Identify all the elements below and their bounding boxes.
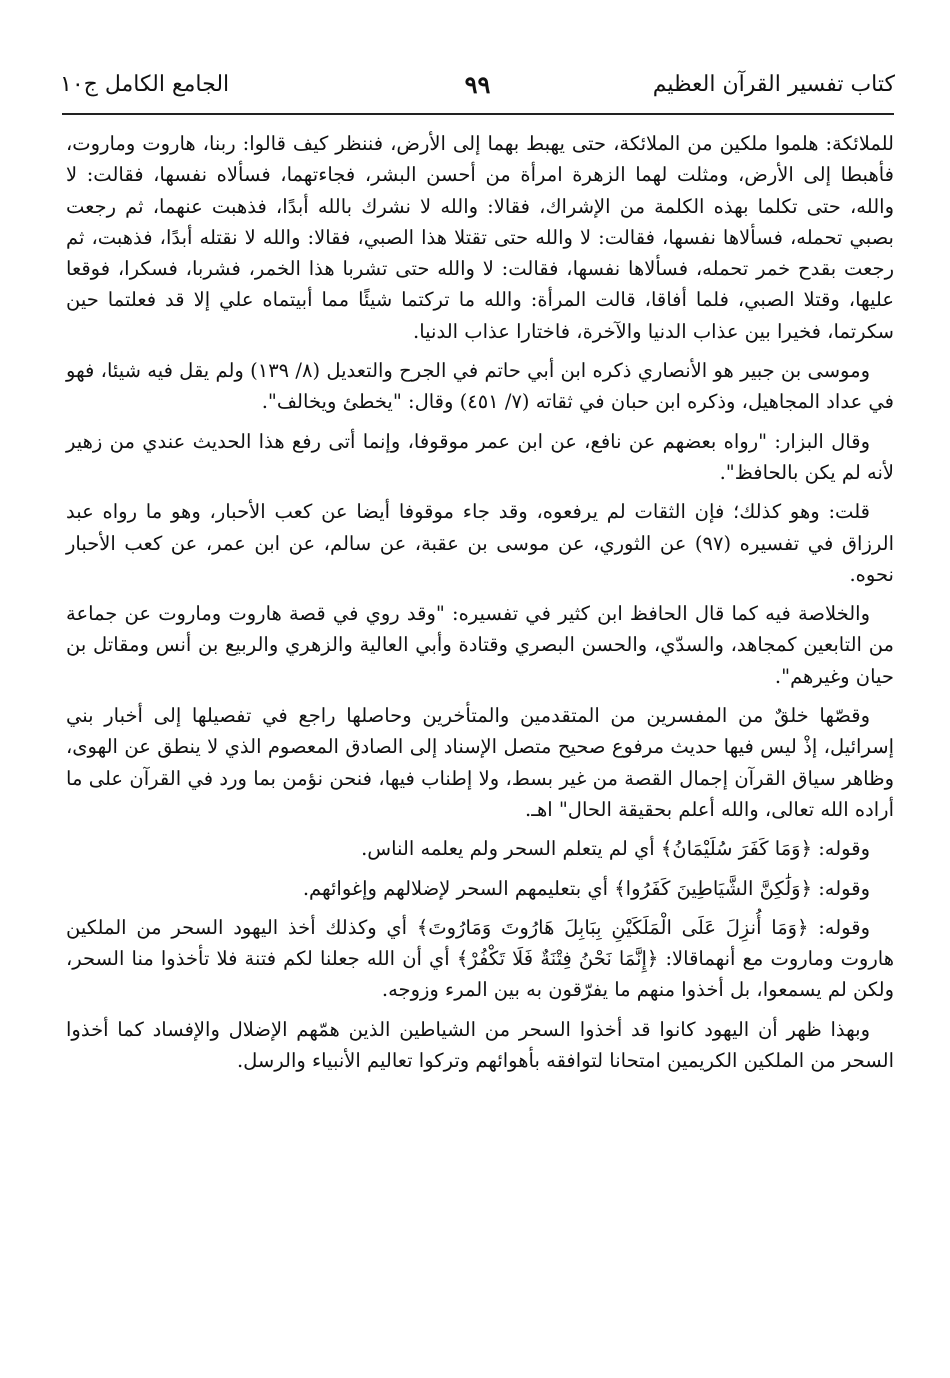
paragraph: وقوله: ﴿وَمَا أُنزِلَ عَلَى الْمَلَكَيْنِ بِبَابِلَ هَارُوتَ وَمَارُوتَ﴾ أي وكذلك أخذ اليهود السحر من الملكين هاروت وماروت مع أنهماقالا: ﴿إِنَّمَا نَحْنُ فِتْنَةٌ فَلَا تَكْفُرْ﴾ أي أن الله جعلنا لكم فتنة فلا تأخذوا منا السحر، ولكن لم يسمعوا، بل أخذوا منهم ما يفرّقون به بين المرء وزوجه. — [66, 915, 894, 1002]
page-header — [60, 64, 895, 110]
page-body — [66, 128, 894, 1084]
page-number: ٩٩ — [464, 70, 491, 99]
book-title: كتاب تفسير القرآن العظيم — [652, 72, 895, 97]
paragraph: وموسى بن جبير هو الأنصاري ذكره ابن أبي حاتم في الجرح والتعديل (٨/ ١٣٩) ولم يقل فيه شيئا، فهو في عداد المجاهيل، وذكره ابن حبان في ثقاته (٧/ ٤٥١) وقال: "يخطئ ويخالف". — [66, 359, 894, 414]
paragraph: وقوله: ﴿وَمَا كَفَرَ سُلَيْمَانُ﴾ أي لم يتعلم السحر ولم يعلمه الناس. — [361, 837, 870, 861]
header-divider — [62, 113, 894, 115]
paragraph: وقال البزار: "رواه بعضهم عن نافع، عن ابن عمر موقوفا، وإنما أتى رفع هذا الحديث عندي من زهير لأنه لم يكن بالحافظ". — [66, 429, 894, 484]
paragraph: والخلاصة فيه كما قال الحافظ ابن كثير في تفسيره: "وقد روي في قصة هاروت وماروت عن جماعة من التابعين كمجاهد، والسدّي، والحسن البصري وقتادة وأبي العالية والزهري والربيع بن أنس ومقاتل بن حيان وغيرهم". — [66, 602, 894, 688]
paragraph: وبهذا ظهر أن اليهود كانوا قد أخذوا السحر من الشياطين الذين همّهم الإضلال والإفساد كما أخذوا السحر من الملكين الكريمين امتحانا لتوافقه بأهوائهم وتركوا تعاليم الأنبياء والرسل. — [66, 1017, 894, 1073]
paragraph: قلت: وهو كذلك؛ فإن الثقات لم يرفعوه، وقد جاء موقوفا أيضا عن كعب الأحبار، وهو ما رواه عبد الرزاق في تفسيره (٩٧) عن الثوري، عن موسى بن عقبة، عن سالم، عن ابن عمر، عن كعب الأحبار نحوه. — [66, 500, 894, 586]
paragraph: للملائكة: هلموا ملكين من الملائكة، حتى يهبط بهما إلى الأرض، فننظر كيف قالوا: ربنا، هاروت وماروت، فأهبطا إلى الأرض، ومثلت لهما الزهرة امرأة من أحسن البشر، فجاءتهما، فسألاه نفسها، فقالت: لا والله، حتى تكلما بهذه الكلمة من الإشراك، فقالا: والله لا نشرك بالله أبدًا، فذهبت عنهما، ثم رجعت بصبي تحمله، فسألاها نفسها، فقالت: لا والله حتى تقتلا هذا الصبي، فقالا: والله لا نقتله أبدًا، فذهبت، ثم رجعت بقدح خمر تحمله، فسألاها نفسها، فقالت: لا والله حتى تشربا هذا الخمر، فشربا، فسكرا، فوقعا عليها، وقتلا الصبي، فلما أفاقا، قالت المرأة: والله ما تركتما شيئًا مما أبيتماه علي إلا قد فعلتما حين سكرتما، فخيرا بين عذاب الدنيا والآخرة، فاختارا عذاب الدنيا. — [66, 132, 894, 343]
paragraph: وقوله: ﴿وَلَٰكِنَّ الشَّيَاطِينَ كَفَرُوا﴾ أي بتعليمهم السحر لإضلالهم وإغوائهم. — [302, 876, 870, 900]
paragraph: وقصّها خلقٌ من المفسرين من المتقدمين والمتأخرين وحاصلها راجع في تفصيلها إلى أخبار بني إسرائيل، إذْ ليس فيها حديث مرفوع صحيح متصل الإسناد إلى الصادق المعصوم الذي لا ينطق عن الهوى، وظاهر سياق القرآن إجمال القصة من غير بسط، ولا إطناب فيها، فنحن نؤمن بما ورد في القرآن على ما أراده الله تعالى، والله أعلم بحقيقة الحال" اهـ. — [66, 704, 894, 821]
volume-title: الجامع الكامل ج١٠ — [60, 72, 230, 97]
